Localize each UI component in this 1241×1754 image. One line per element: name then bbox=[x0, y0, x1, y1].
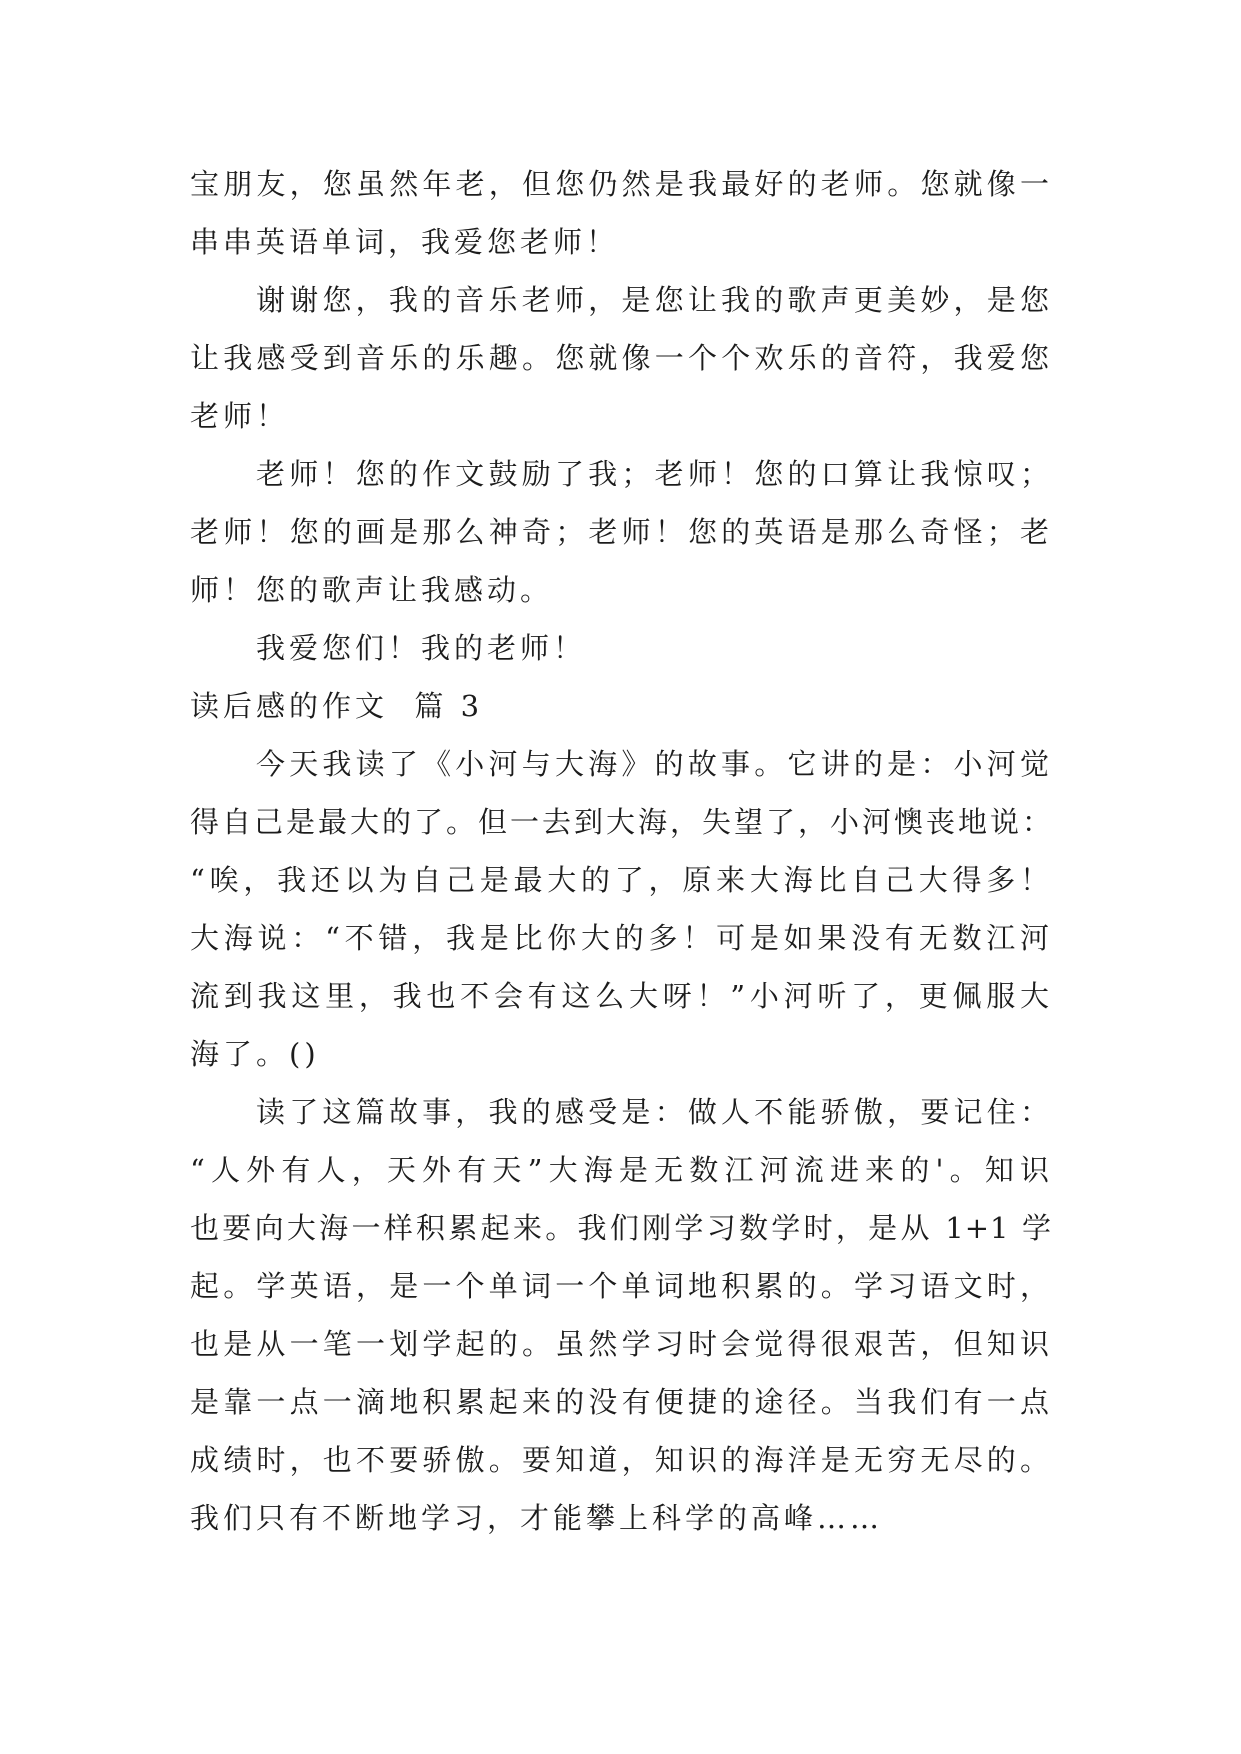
text-line: 也是从一笔一划学起的。虽然学习时会觉得很艰苦，但知识 bbox=[190, 1327, 1052, 1361]
text-line: 师！您的歌声让我感动。 bbox=[190, 573, 554, 607]
paragraph bbox=[190, 155, 1052, 271]
text-line: “人外有人，天外有天”大海是无数江河流进来的'。知识 bbox=[190, 1153, 1052, 1187]
text-line: 老师！您的画是那么神奇；老师！您的英语是那么奇怪；老 bbox=[190, 515, 1052, 549]
text-line: 谢谢您，我的音乐老师，是您让我的歌声更美妙，是您 bbox=[256, 283, 1052, 317]
text-line: 我们只有不断地学习，才能攀上科学的高峰…… bbox=[190, 1501, 884, 1535]
document-body bbox=[190, 155, 1052, 1547]
text-line: 流到我这里，我也不会有这么大呀！”小河听了，更佩服大 bbox=[190, 979, 1052, 1013]
text-line: 今天我读了《小河与大海》的故事。它讲的是：小河觉 bbox=[256, 747, 1052, 781]
paragraph bbox=[190, 271, 1052, 445]
text-line: 得自己是最大的了。但一去到大海，失望了，小河懊丧地说： bbox=[190, 805, 1052, 839]
text-line: 海了。() bbox=[190, 1037, 320, 1071]
text-line: 串串英语单词，我爱您老师！ bbox=[190, 225, 620, 259]
paragraph bbox=[190, 445, 1052, 619]
text-line: 老师！您的作文鼓励了我；老师！您的口算让我惊叹； bbox=[256, 457, 1052, 491]
text-line: 是靠一点一滴地积累起来的没有便捷的途径。当我们有一点 bbox=[190, 1385, 1052, 1419]
text-line: 成绩时，也不要骄傲。要知道，知识的海洋是无穷无尽的。 bbox=[190, 1443, 1052, 1477]
text-line: 让我感受到音乐的乐趣。您就像一个个欢乐的音符，我爱您 bbox=[190, 341, 1052, 375]
text-line: 宝朋友，您虽然年老，但您仍然是我最好的老师。您就像一 bbox=[190, 167, 1052, 201]
paragraph bbox=[190, 735, 1052, 1083]
text-line: 大海说：“不错，我是比你大的多！可是如果没有无数江河 bbox=[190, 921, 1052, 955]
paragraph bbox=[190, 1083, 1052, 1547]
text-line: 也要向大海一样积累起来。我们刚学习数学时，是从 1+1 学 bbox=[190, 1211, 1052, 1245]
text-line: “唉，我还以为自己是最大的了，原来大海比自己大得多！ bbox=[190, 863, 1052, 897]
text-line: 我爱您们！我的老师！ bbox=[256, 631, 587, 665]
section-heading: 读后感的作文 篇 3 bbox=[190, 689, 484, 723]
text-line: 老师！ bbox=[190, 399, 290, 433]
paragraph bbox=[190, 619, 1052, 677]
text-line: 读了这篇故事，我的感受是：做人不能骄傲，要记住： bbox=[256, 1095, 1052, 1129]
text-line: 起。学英语，是一个单词一个单词地积累的。学习语文时， bbox=[190, 1269, 1052, 1303]
